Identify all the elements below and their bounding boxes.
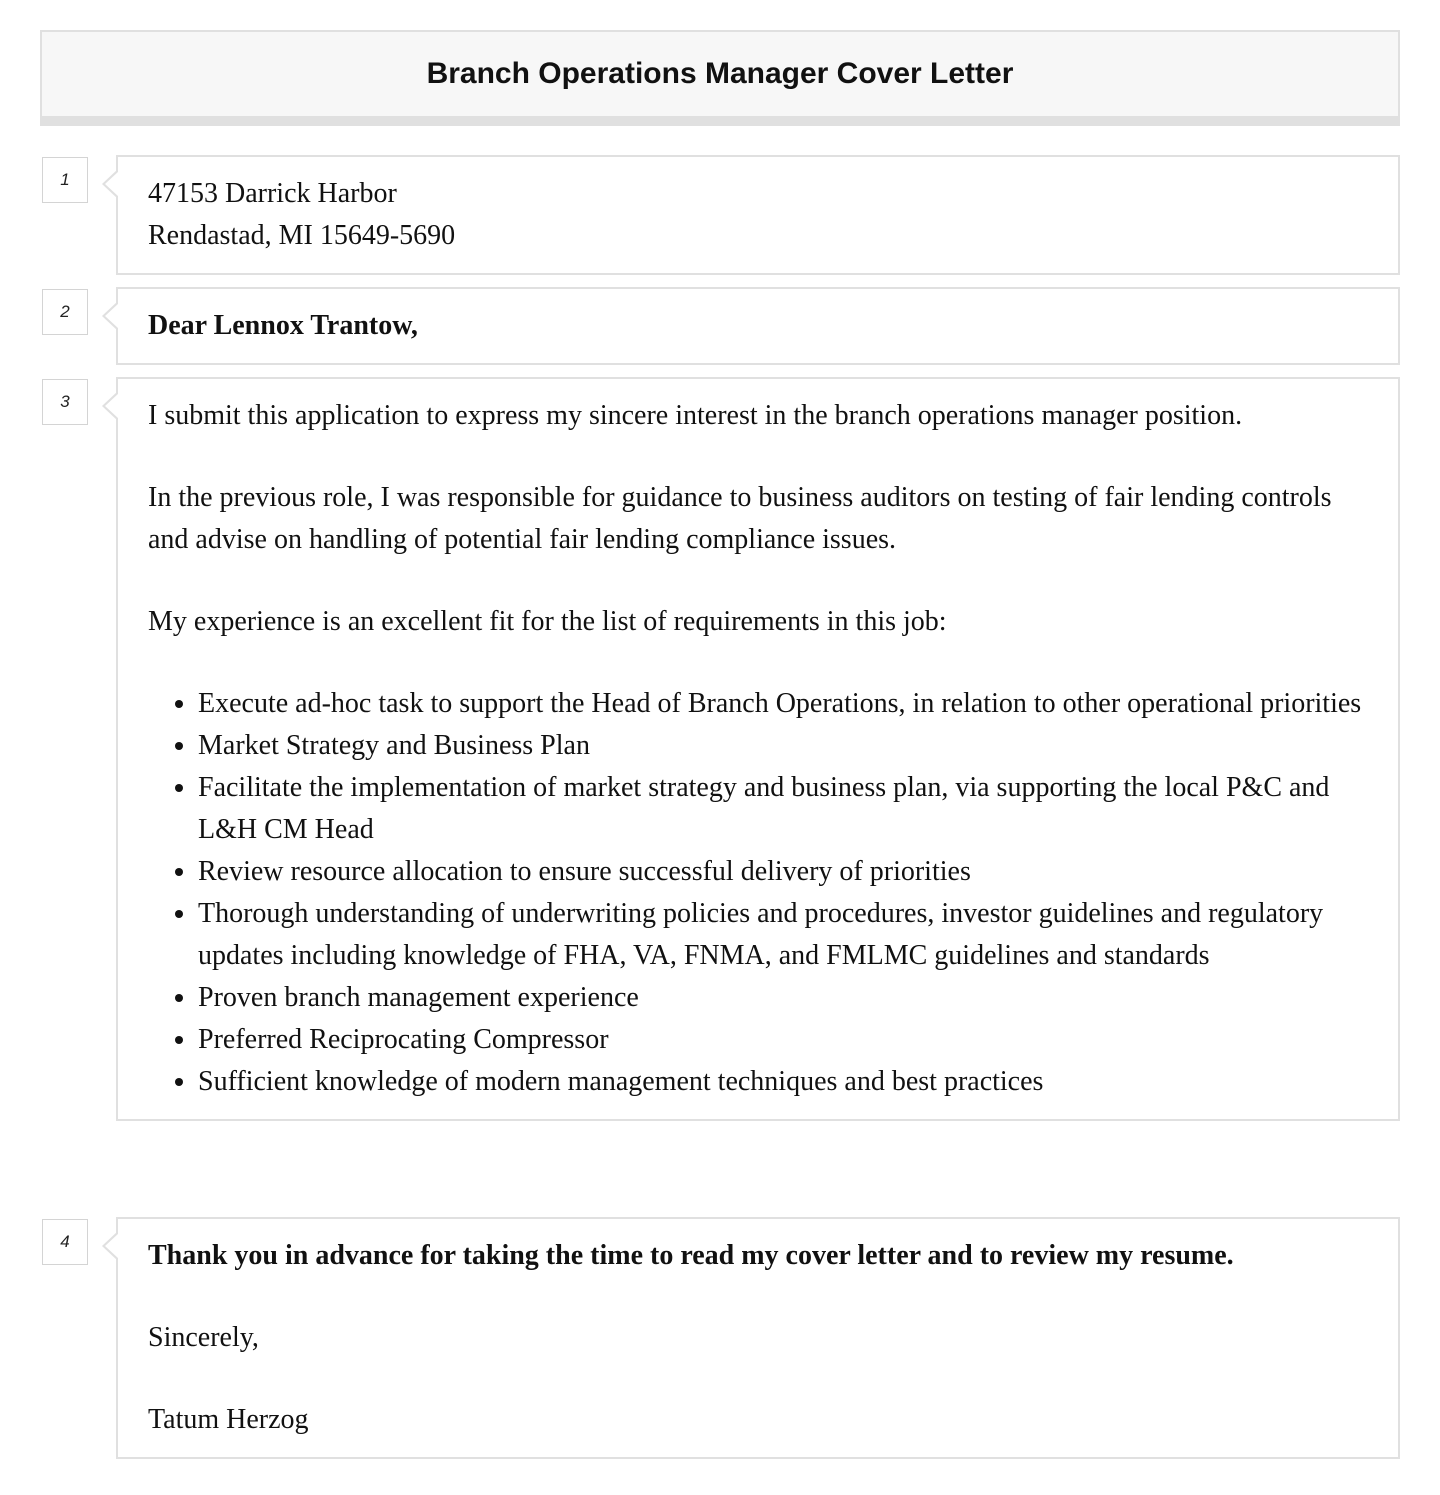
- salutation: Dear Lennox Trantow,: [148, 310, 418, 341]
- thanks-paragraph: Thank you in advance for taking the time to read my cover letter and to review my resume.: [148, 1240, 1234, 1271]
- list-item: • Review resource allocation to ensure successful delivery of priorities: [198, 851, 1368, 893]
- intro-paragraph: I submit this application to express my sincere interest in the branch operations manager position.: [148, 400, 1243, 431]
- closing-card: [116, 1217, 1400, 1459]
- list-item: • Preferred Reciprocating Compressor: [198, 1019, 1368, 1061]
- previous-role-paragraph: In the previous role, I was responsible for guidance to business auditors on testing of fair lending controls and advise on handling of potential fair lending compliance issues.: [148, 482, 1332, 555]
- salutation-card: [116, 287, 1400, 365]
- closing: Sincerely,: [148, 1322, 259, 1353]
- title-bar: [40, 30, 1400, 126]
- signature: Tatum Herzog: [148, 1404, 309, 1435]
- list-item: • Facilitate the implementation of market strategy and business plan, via supporting the local P&C and L&H CM Head: [198, 767, 1368, 851]
- section-number: 1: [42, 157, 88, 203]
- requirements-list: [148, 683, 1368, 1103]
- body-card: [116, 377, 1400, 1121]
- address-line-1: 47153 Darrick Harbor: [148, 178, 397, 209]
- list-item: • Thorough understanding of underwriting policies and procedures, investor guidelines and regulatory updates including knowledge of FHA, VA, FNMA, and FMLMC guidelines and standards: [198, 893, 1368, 977]
- list-item: • Execute ad-hoc task to support the Head of Branch Operations, in relation to other operational priorities: [198, 683, 1368, 725]
- requirements-intro: My experience is an excellent fit for the list of requirements in this job:: [148, 606, 947, 637]
- list-item: • Proven branch management experience: [198, 977, 1368, 1019]
- section-number: 2: [42, 289, 88, 335]
- list-item: • Market Strategy and Business Plan: [198, 725, 1368, 767]
- address-line-2: Rendastad, MI 15649-5690: [148, 220, 456, 251]
- list-item: • Sufficient knowledge of modern management techniques and best practices: [198, 1061, 1368, 1103]
- section-number: 3: [42, 379, 88, 425]
- section-number: 4: [42, 1219, 88, 1265]
- address-card: [116, 155, 1400, 275]
- page-title: Branch Operations Manager Cover Letter: [426, 57, 1014, 90]
